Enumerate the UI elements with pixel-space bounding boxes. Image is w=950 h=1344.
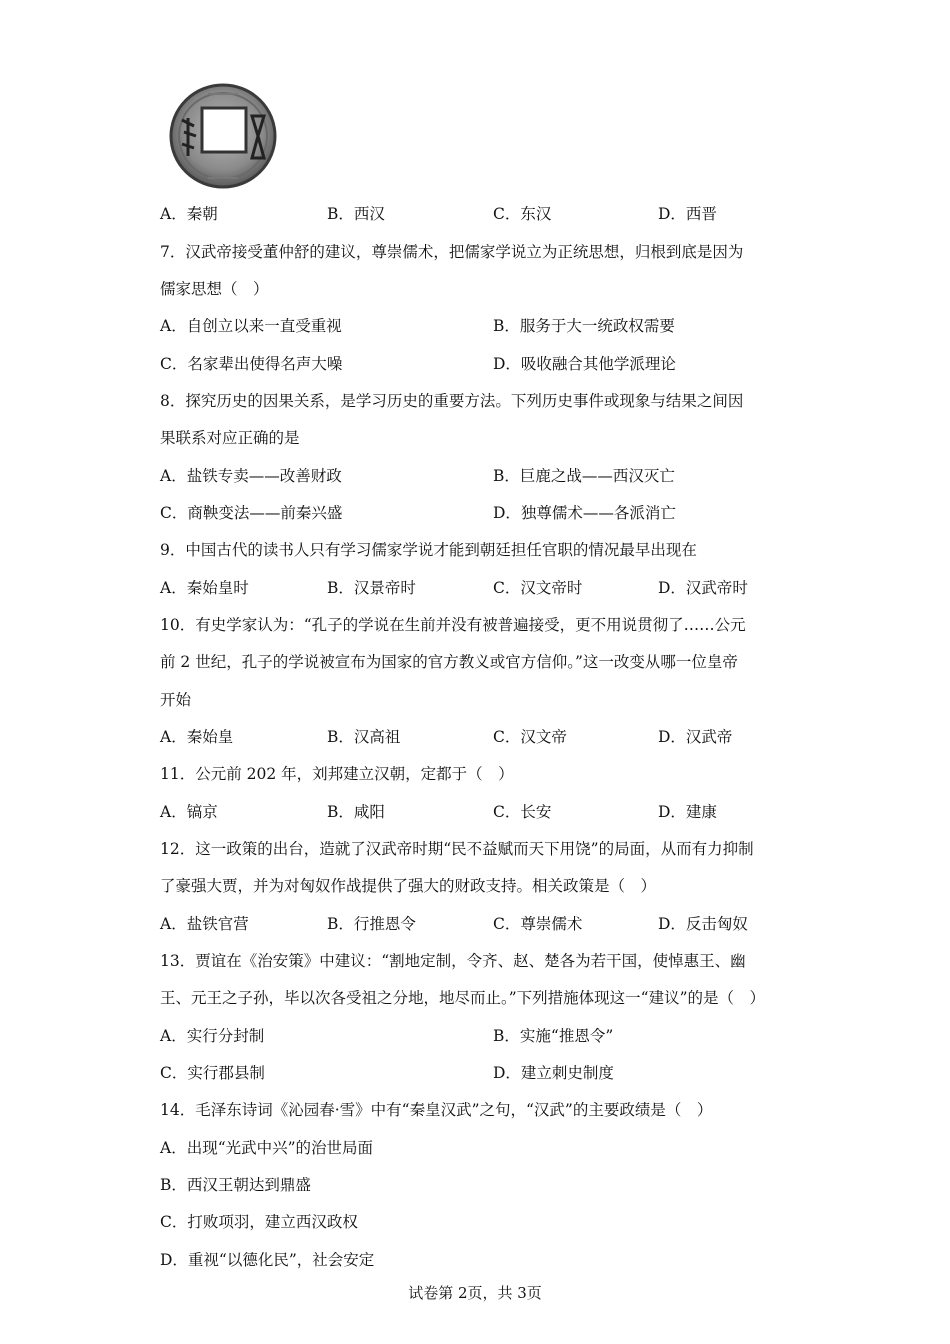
q14-option-b: B．西汉王朝达到鼎盛 bbox=[160, 1176, 311, 1194]
q10-option-c: C．汉文帝 bbox=[493, 728, 567, 746]
q8-option-b: B．巨鹿之战——西汉灭亡 bbox=[493, 467, 675, 485]
q8-option-c: C．商鞅变法——前秦兴盛 bbox=[160, 504, 343, 522]
q6-option-d: D．西晋 bbox=[658, 205, 717, 223]
q9-option-d: D．汉武帝时 bbox=[658, 579, 748, 597]
q10-stem-line-3: 开始 bbox=[160, 691, 192, 709]
q6-option-a: A．秦朝 bbox=[160, 205, 218, 223]
q13-option-d: D．建立刺史制度 bbox=[493, 1064, 614, 1082]
q9-option-b: B．汉景帝时 bbox=[327, 579, 416, 597]
q12-option-c: C．尊崇儒术 bbox=[493, 915, 583, 933]
q10-option-d: D．汉武帝 bbox=[658, 728, 733, 746]
q8-option-a: A．盐铁专卖——改善财政 bbox=[160, 467, 342, 485]
q12-stem-line-1: 12．这一政策的出台，造就了汉武帝时期“民不益赋而天下用饶”的局面，从而有力抑制 bbox=[160, 840, 754, 858]
q7-option-c: C．名家辈出使得名声大噪 bbox=[160, 355, 343, 373]
q9-option-c: C．汉文帝时 bbox=[493, 579, 583, 597]
q9-stem-line-1: 9．中国古代的读书人只有学习儒家学说才能到朝廷担任官职的情况最早出现在 bbox=[160, 541, 697, 559]
q13-option-b: B．实施“推恩令” bbox=[493, 1027, 614, 1045]
q10-option-b: B．汉高祖 bbox=[327, 728, 401, 746]
q13-stem-line-1: 13．贾谊在《治安策》中建议：“割地定制，令齐、赵、楚各为若干国，使悼惠王、幽 bbox=[160, 952, 746, 970]
q7-option-b: B．服务于大一统政权需要 bbox=[493, 317, 675, 335]
q10-option-a: A．秦始皇 bbox=[160, 728, 234, 746]
q11-option-a: A．镐京 bbox=[160, 803, 218, 821]
q8-stem-line-1: 8．探究历史的因果关系，是学习历史的重要方法。下列历史事件或现象与结果之间因 bbox=[160, 392, 744, 410]
q14-option-d: D．重视“以德化民”，社会安定 bbox=[160, 1251, 375, 1269]
q7-option-d: D．吸收融合其他学派理论 bbox=[493, 355, 676, 373]
q7-option-a: A．自创立以来一直受重视 bbox=[160, 317, 342, 335]
page-footer: 试卷第 2页，共 3页 bbox=[408, 1284, 542, 1302]
q12-option-b: B．行推恩令 bbox=[327, 915, 416, 933]
q12-option-a: A．盐铁官营 bbox=[160, 915, 249, 933]
q14-option-a: A．出现“光武中兴”的治世局面 bbox=[160, 1139, 374, 1157]
q11-option-b: B．咸阳 bbox=[327, 803, 385, 821]
q13-option-c: C．实行郡县制 bbox=[160, 1064, 265, 1082]
q7-stem-line-1: 7．汉武帝接受董仲舒的建议，尊崇儒术，把儒家学说立为正统思想，归根到底是因为 bbox=[160, 243, 744, 261]
q12-option-d: D．反击匈奴 bbox=[658, 915, 748, 933]
q14-option-c: C．打败项羽，建立西汉政权 bbox=[160, 1213, 358, 1231]
q11-option-d: D．建康 bbox=[658, 803, 717, 821]
q6-option-b: B．西汉 bbox=[327, 205, 385, 223]
q13-stem-line-2: 王、元王之子孙，毕以次各受祖之分地，地尽而止。”下列措施体现这一“建议”的是（ ） bbox=[160, 989, 766, 1007]
q14-stem-line-1: 14．毛泽东诗词《沁园春·雪》中有“秦皇汉武”之句，“汉武”的主要政绩是（ ） bbox=[160, 1101, 713, 1119]
q13-option-a: A．实行分封制 bbox=[160, 1027, 265, 1045]
q11-option-c: C．长安 bbox=[493, 803, 552, 821]
q8-stem-line-2: 果联系对应正确的是 bbox=[160, 429, 300, 447]
q12-stem-line-2: 了豪强大贾，并为对匈奴作战提供了强大的财政支持。相关政策是（ ） bbox=[160, 877, 657, 895]
q10-stem-line-1: 10．有史学家认为：“孔子的学说在生前并没有被普遍接受，更不用说贯彻了……公元 bbox=[160, 616, 746, 634]
coin-image bbox=[168, 82, 278, 190]
q11-stem-line-1: 11．公元前 202 年，刘邦建立汉朝，定都于（ ） bbox=[160, 765, 514, 783]
q10-stem-line-2: 前 2 世纪，孔子的学说被宣布为国家的官方教义或官方信仰。”这一改变从哪一位皇帝 bbox=[160, 653, 738, 671]
q7-stem-line-2: 儒家思想（ ） bbox=[160, 280, 269, 298]
q6-option-c: C．东汉 bbox=[493, 205, 552, 223]
q8-option-d: D．独尊儒术——各派消亡 bbox=[493, 504, 676, 522]
q9-option-a: A．秦始皇时 bbox=[160, 579, 249, 597]
